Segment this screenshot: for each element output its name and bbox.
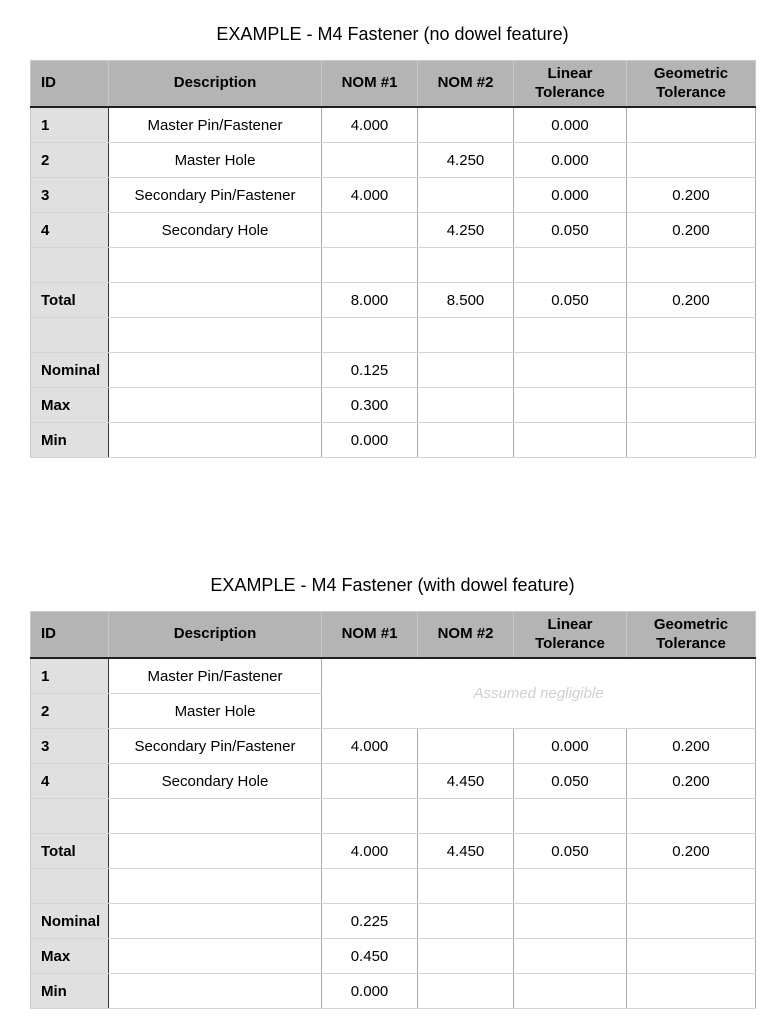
value-cell <box>322 143 418 178</box>
table-row <box>31 658 756 694</box>
description-cell <box>109 283 322 318</box>
value-cell <box>627 904 756 939</box>
row-label-cell: Nominal <box>31 353 109 388</box>
value-cell <box>627 143 756 178</box>
value-cell <box>627 248 756 283</box>
value-cell <box>418 799 514 834</box>
fastener-table-no-dowel <box>30 60 756 458</box>
table-row <box>31 248 756 283</box>
description-cell <box>109 248 322 283</box>
value-cell <box>627 388 756 423</box>
value-cell <box>418 423 514 458</box>
value-cell <box>627 799 756 834</box>
value-cell: 8.500 <box>418 283 514 318</box>
table-row <box>31 353 756 388</box>
header-id: ID <box>31 61 109 108</box>
value-cell: 0.200 <box>627 178 756 213</box>
value-cell: 0.200 <box>627 764 756 799</box>
value-cell: 0.450 <box>322 939 418 974</box>
description-cell: Secondary Hole <box>109 764 322 799</box>
value-cell <box>514 423 627 458</box>
table-row <box>31 939 756 974</box>
row-label-cell <box>31 799 109 834</box>
table-row <box>31 283 756 318</box>
value-cell: 0.200 <box>627 729 756 764</box>
value-cell <box>418 939 514 974</box>
table-row <box>31 764 756 799</box>
row-label-cell: Total <box>31 283 109 318</box>
header-id: ID <box>31 612 109 659</box>
header-linear-tolerance: Linear Tolerance <box>514 612 627 659</box>
header-row <box>31 61 756 108</box>
value-cell <box>627 353 756 388</box>
table-section-with-dowel <box>0 573 778 1009</box>
value-cell <box>418 107 514 143</box>
header-nom-2: NOM #2 <box>418 61 514 108</box>
value-cell <box>514 248 627 283</box>
value-cell <box>418 729 514 764</box>
value-cell <box>418 388 514 423</box>
value-cell: 4.000 <box>322 729 418 764</box>
table-row <box>31 213 756 248</box>
value-cell <box>514 388 627 423</box>
row-label-cell: Min <box>31 974 109 1009</box>
value-cell <box>514 939 627 974</box>
value-cell <box>322 799 418 834</box>
value-cell: 4.000 <box>322 178 418 213</box>
value-cell: 0.000 <box>514 178 627 213</box>
value-cell: 0.000 <box>514 729 627 764</box>
value-cell <box>514 799 627 834</box>
description-cell: Master Pin/Fastener <box>109 107 322 143</box>
header-nom-1: NOM #1 <box>322 61 418 108</box>
value-cell <box>514 974 627 1009</box>
row-label-cell: 4 <box>31 764 109 799</box>
row-label-cell: 1 <box>31 107 109 143</box>
description-cell <box>109 318 322 353</box>
table-row <box>31 107 756 143</box>
row-label-cell: 2 <box>31 143 109 178</box>
value-cell: 0.200 <box>627 213 756 248</box>
description-cell <box>109 869 322 904</box>
row-label-cell: 2 <box>31 694 109 729</box>
header-nom-1: NOM #1 <box>322 612 418 659</box>
description-cell: Secondary Hole <box>109 213 322 248</box>
row-label-cell <box>31 318 109 353</box>
value-cell: 4.000 <box>322 107 418 143</box>
value-cell: 0.000 <box>322 974 418 1009</box>
value-cell <box>627 974 756 1009</box>
value-cell <box>627 869 756 904</box>
value-cell: 0.200 <box>627 834 756 869</box>
value-cell <box>322 248 418 283</box>
value-cell: 0.000 <box>514 107 627 143</box>
header-nom-2: NOM #2 <box>418 612 514 659</box>
table-row <box>31 143 756 178</box>
table-row <box>31 423 756 458</box>
description-cell <box>109 799 322 834</box>
table-title-with-dowel: EXAMPLE - M4 Fastener (with dowel feature) <box>210 575 575 595</box>
value-cell: 4.450 <box>418 764 514 799</box>
value-cell <box>322 213 418 248</box>
description-cell: Master Hole <box>109 143 322 178</box>
row-label-cell: 4 <box>31 213 109 248</box>
row-label-cell: Max <box>31 939 109 974</box>
value-cell: 4.000 <box>322 834 418 869</box>
header-linear-tolerance: Linear Tolerance <box>514 61 627 108</box>
value-cell: 0.125 <box>322 353 418 388</box>
value-cell <box>322 764 418 799</box>
row-label-cell: Min <box>31 423 109 458</box>
fastener-table-with-dowel <box>30 611 756 1009</box>
value-cell: 0.000 <box>322 423 418 458</box>
value-cell: 4.250 <box>418 143 514 178</box>
header-row <box>31 612 756 659</box>
row-label-cell <box>31 248 109 283</box>
value-cell: 0.050 <box>514 283 627 318</box>
description-cell: Secondary Pin/Fastener <box>109 729 322 764</box>
value-cell: 0.300 <box>322 388 418 423</box>
value-cell: 0.225 <box>322 904 418 939</box>
description-cell: Master Pin/Fastener <box>109 658 322 694</box>
value-cell: 0.000 <box>514 143 627 178</box>
value-cell <box>627 939 756 974</box>
table-row <box>31 799 756 834</box>
row-label-cell: 3 <box>31 178 109 213</box>
value-cell <box>418 353 514 388</box>
value-cell <box>627 318 756 353</box>
value-cell <box>418 248 514 283</box>
value-cell: 8.000 <box>322 283 418 318</box>
description-cell <box>109 423 322 458</box>
header-geometric-tolerance: Geometric Tolerance <box>627 61 756 108</box>
table-row <box>31 869 756 904</box>
value-cell <box>627 423 756 458</box>
header-description: Description <box>109 61 322 108</box>
description-cell <box>109 974 322 1009</box>
table-section-no-dowel <box>0 22 778 458</box>
value-cell <box>322 318 418 353</box>
header-geometric-tolerance: Geometric Tolerance <box>627 612 756 659</box>
description-cell <box>109 353 322 388</box>
row-label-cell: 1 <box>31 658 109 694</box>
value-cell <box>418 974 514 1009</box>
description-cell <box>109 388 322 423</box>
table-row <box>31 729 756 764</box>
value-cell: 4.450 <box>418 834 514 869</box>
table-row <box>31 904 756 939</box>
table-row <box>31 834 756 869</box>
table-row <box>31 974 756 1009</box>
description-cell <box>109 904 322 939</box>
description-cell: Secondary Pin/Fastener <box>109 178 322 213</box>
row-label-cell <box>31 869 109 904</box>
description-cell <box>109 834 322 869</box>
value-cell: 0.050 <box>514 764 627 799</box>
value-cell <box>322 869 418 904</box>
header-description: Description <box>109 612 322 659</box>
value-cell: 0.050 <box>514 834 627 869</box>
row-label-cell: 3 <box>31 729 109 764</box>
description-cell <box>109 939 322 974</box>
table-row <box>31 178 756 213</box>
assumed-negligible-note: Assumed negligible <box>322 658 756 729</box>
value-cell <box>514 869 627 904</box>
description-cell: Master Hole <box>109 694 322 729</box>
value-cell: 0.200 <box>627 283 756 318</box>
value-cell <box>418 318 514 353</box>
table-title-no-dowel: EXAMPLE - M4 Fastener (no dowel feature) <box>216 24 569 44</box>
value-cell: 0.050 <box>514 213 627 248</box>
table-row <box>31 388 756 423</box>
row-label-cell: Total <box>31 834 109 869</box>
table-row <box>31 318 756 353</box>
value-cell <box>418 869 514 904</box>
value-cell <box>514 904 627 939</box>
value-cell <box>514 318 627 353</box>
value-cell <box>627 107 756 143</box>
row-label-cell: Max <box>31 388 109 423</box>
value-cell <box>514 353 627 388</box>
row-label-cell: Nominal <box>31 904 109 939</box>
value-cell <box>418 904 514 939</box>
value-cell: 4.250 <box>418 213 514 248</box>
value-cell <box>418 178 514 213</box>
